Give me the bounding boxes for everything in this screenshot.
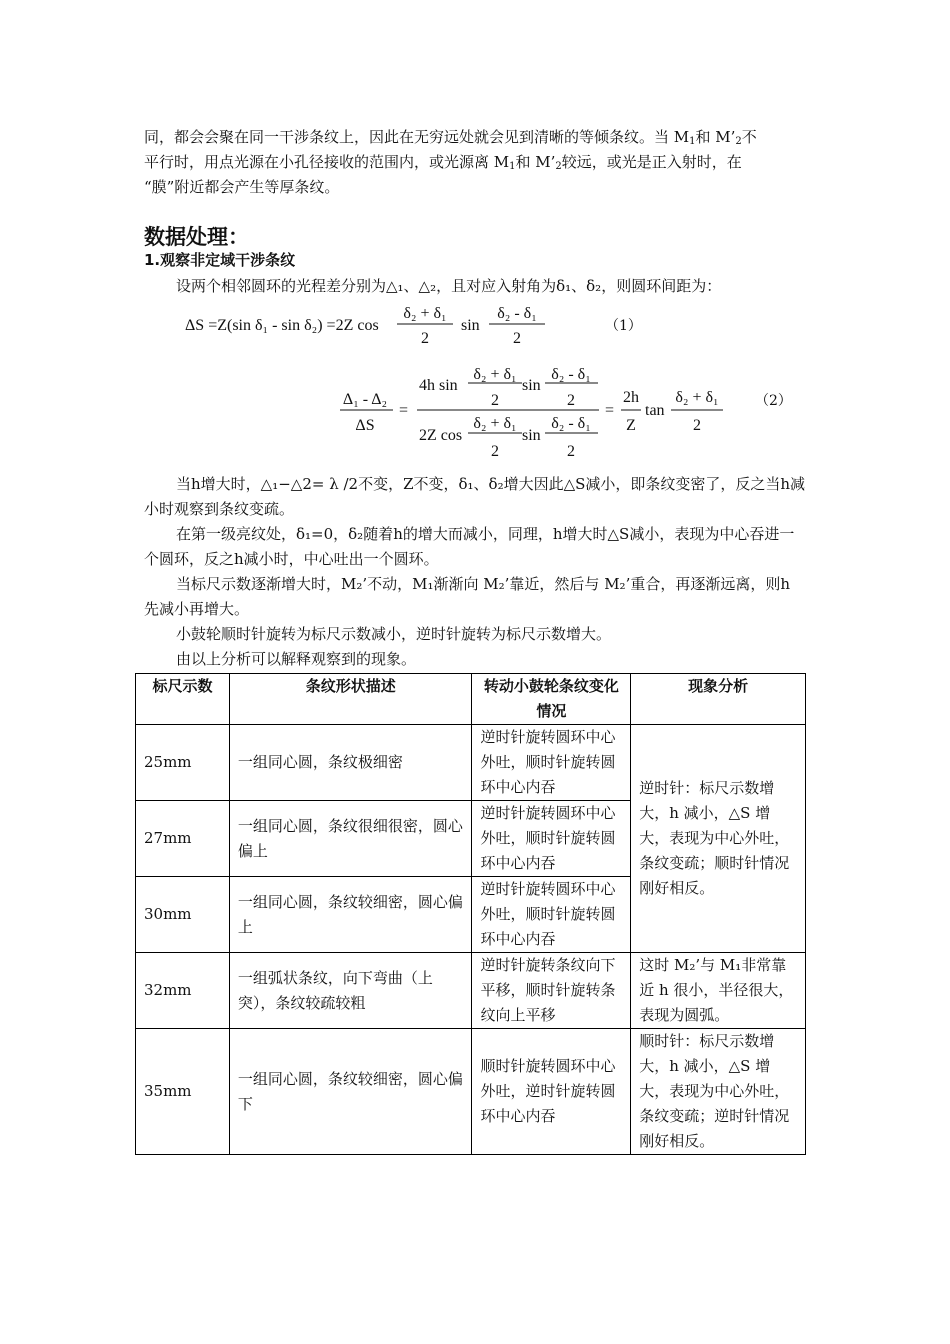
paragraph-1: 当h增大时，△₁−△2= λ /2不变，Z不变，δ₁、δ₂增大因此△S减小，即条纹变密了，反之当h减小时观察到条纹变疏。: [144, 475, 806, 518]
eq1-label: （1）: [605, 318, 642, 334]
setup-text: 设两个相邻圆环的光程差分别为△₁、△₂，且对应入射角为δ₁、δ₂，则圆环间距为：: [176, 277, 722, 295]
eq2-r-n: δ₂ + δ₁: [675, 389, 719, 406]
eq2-bot-n2: δ₂ - δ₁: [551, 415, 591, 432]
cell-rotation: 顺时针旋转圆环中心外吐，逆时针旋转圆环中心内吞: [472, 1029, 631, 1155]
eq2-lhs-num: Δ₁ - Δ₂: [342, 391, 388, 408]
cell-rotation: 逆时针旋转条纹向下平移，顺时针旋转条纹向上平移: [472, 953, 631, 1029]
cell-scale: 27mm: [136, 801, 230, 877]
paragraph-4: 小鼓轮顺时针旋转为标尺示数减小，逆时针旋转为标尺示数增大。: [176, 625, 612, 643]
eq2-bot-sin: sin: [522, 427, 541, 444]
eq1-lhs: ΔS =Z(sin δ₁ - sin δ₂) =2Z cos: [185, 317, 379, 334]
intro-line1-post: 不: [741, 128, 757, 146]
subscript: 1: [689, 136, 696, 147]
eq2-bot-coef: 2Z cos: [419, 427, 463, 444]
cell-scale: 32mm: [136, 953, 230, 1029]
eq2-equals-2: =: [605, 402, 615, 419]
cell-shape: 一组同心圆，条纹很细很密，圆心偏上: [229, 801, 472, 877]
eq2-top-d1: 2: [491, 392, 499, 409]
observation-table: [135, 673, 806, 1155]
header-scale: 标尺示数: [136, 674, 230, 725]
eq2-r-den: Z: [626, 417, 636, 434]
cell-shape: 一组弧状条纹，向下弯曲（上突），条纹较疏较粗: [229, 953, 472, 1029]
eq2-top-d2: 2: [567, 392, 575, 409]
table-header-row: [136, 674, 806, 725]
eq2-bot-n1: δ₂ + δ₁: [473, 415, 517, 432]
cell-scale: 25mm: [136, 725, 230, 801]
intro-line2-pre: 平行时，用点光源在小孔径接收的范围内，或光源离 M: [144, 153, 510, 171]
eq2-bot-d2: 2: [567, 443, 575, 460]
subsection-heading: 1.观察非定域干涉条纹: [144, 251, 296, 269]
paragraph-3: 当标尺示数逐渐增大时，M₂’不动，M₁渐渐向 M₂’靠近，然后与 M₂’重合，再逐渐远离，则h 先减小再增大。: [144, 575, 790, 618]
eq2-r-d: 2: [693, 417, 701, 434]
paragraph-5: 由以上分析可以解释观察到的现象。: [176, 650, 417, 668]
eq2-top-coef: 4h sin: [419, 377, 458, 394]
paragraph-2: 在第一级亮纹处，δ₁=0，δ₂随着h的增大而减小，同理，h增大时△S减小，表现为中心吞进一个圆环，反之h减小时，中心吐出一个圆环。: [144, 525, 795, 568]
intro-paragraph: [144, 125, 806, 200]
eq1-den1: 2: [421, 330, 429, 347]
cell-analysis-group: 逆时针：标尺示数增大，h 减小，△S 增大，表现为中心外吐，条纹变疏；顺时针情况刚好相反。: [631, 725, 806, 953]
header-analysis: 现象分析: [631, 674, 806, 725]
header-shape: 条纹形状描述: [229, 674, 472, 725]
eq2-r-num: 2h: [623, 389, 639, 406]
eq2-equals-1: =: [399, 402, 409, 419]
eq2-tan: tan: [645, 402, 665, 419]
subscript: 2: [555, 161, 562, 172]
cell-shape: 一组同心圆，条纹较细密，圆心偏上: [229, 877, 472, 953]
eq1-sin: sin: [461, 317, 480, 334]
section-heading: 数据处理：: [144, 225, 249, 249]
eq2-label: （2）: [755, 393, 792, 409]
cell-analysis-32: 这时 M₂’与 M₁非常靠近 h 很小，半径很大，表现为圆弧。: [631, 953, 806, 1029]
equation-2: [335, 362, 805, 467]
subscript: 1: [509, 161, 516, 172]
intro-line2-mid: 和 M’: [515, 153, 556, 171]
eq1-den2: 2: [513, 330, 521, 347]
table-row: [136, 725, 806, 801]
intro-line2-post: 较远，或光是正入射时，在: [561, 153, 742, 171]
eq2-bot-d1: 2: [491, 443, 499, 460]
cell-scale: 30mm: [136, 877, 230, 953]
eq1-num2: δ₂ - δ₁: [497, 305, 537, 322]
eq1-num1: δ₂ + δ₁: [403, 305, 447, 322]
header-rotation: 转动小鼓轮条纹变化情况: [472, 674, 631, 725]
cell-analysis-35: 顺时针：标尺示数增大，h 减小，△S 增大，表现为中心外吐，条纹变疏；逆时针情况刚好相反。: [631, 1029, 806, 1155]
cell-rotation: 逆时针旋转圆环中心外吐，顺时针旋转圆环中心内吞: [472, 801, 631, 877]
equation-1: [185, 300, 785, 350]
eq2-top-n1: δ₂ + δ₁: [473, 366, 517, 383]
subscript: 2: [735, 136, 742, 147]
intro-line1-pre: 同，都会会聚在同一干涉条纹上，因此在无穷远处就会见到清晰的等倾条纹。当 M: [144, 128, 690, 146]
eq2-top-sin: sin: [522, 377, 541, 394]
cell-shape: 一组同心圆，条纹极细密: [229, 725, 472, 801]
cell-rotation: 逆时针旋转圆环中心外吐，顺时针旋转圆环中心内吞: [472, 725, 631, 801]
eq2-lhs-den: ΔS: [355, 417, 375, 434]
eq2-top-n2: δ₂ - δ₁: [551, 366, 591, 383]
intro-line1-mid: 和 M’: [695, 128, 736, 146]
intro-line3: “膜”附近都会产生等厚条纹。: [144, 178, 340, 196]
cell-rotation: 逆时针旋转圆环中心外吐，顺时针旋转圆环中心内吞: [472, 877, 631, 953]
table-row: [136, 953, 806, 1029]
cell-scale: 35mm: [136, 1029, 230, 1155]
table-row: [136, 1029, 806, 1155]
cell-shape: 一组同心圆，条纹较细密，圆心偏下: [229, 1029, 472, 1155]
